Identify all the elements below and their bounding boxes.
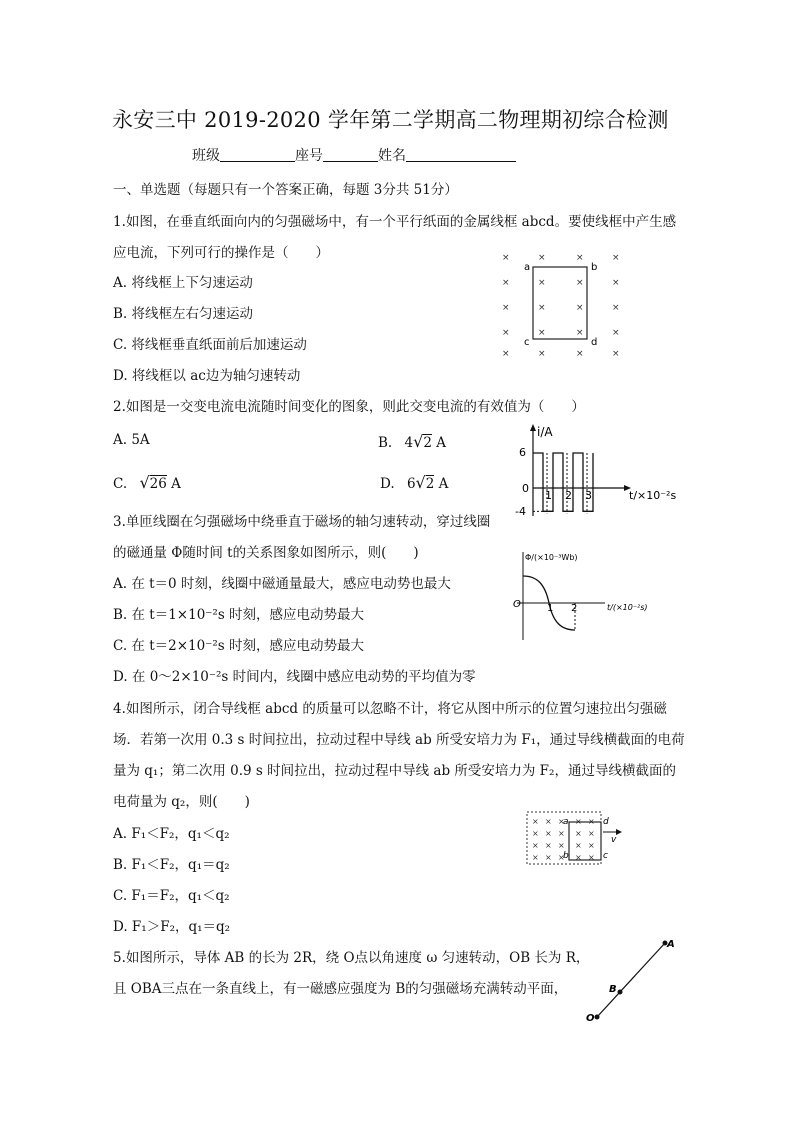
- q2-d-prefix: D.: [380, 476, 395, 492]
- q5-point-o: [595, 1015, 600, 1020]
- field-cross-icon: ×: [575, 829, 582, 838]
- field-cross-icon: ×: [575, 841, 582, 850]
- field-cross-icon: ×: [538, 349, 546, 359]
- field-cross-icon: ×: [588, 817, 595, 826]
- q3-ylabel: Φ/(×10⁻³Wb): [525, 553, 578, 562]
- q5-rod-figure: [585, 935, 685, 1025]
- field-cross-icon: ×: [558, 817, 565, 826]
- field-cross-icon: ×: [575, 817, 582, 826]
- q2-y-arrow-icon: [530, 424, 536, 431]
- q4-label-c: c: [603, 851, 608, 861]
- q2-b-radicand: 2: [423, 435, 432, 451]
- field-cross-icon: ×: [576, 253, 584, 263]
- q4-label-d: d: [603, 817, 609, 827]
- q5-label-b: B: [609, 984, 617, 995]
- q1-corner-d: d: [591, 337, 598, 348]
- q4-arrowhead-icon: [616, 829, 622, 835]
- field-cross-icon: ×: [576, 349, 584, 359]
- q5-rod: [597, 943, 665, 1017]
- q5-stem-line2: 且 OBA三点在一条直线上，有一磁感应强度为 B的匀强磁场充满转动平面，: [113, 981, 568, 997]
- field-cross-icon: ×: [538, 278, 546, 288]
- q3-tick-1: 1: [547, 603, 554, 614]
- q3-option-c: C. 在 t＝2×10⁻²s 时刻，感应电动势最大: [113, 638, 364, 654]
- q2-current-line: [533, 453, 593, 511]
- q1-option-c: C. 将线框垂直纸面前后加速运动: [113, 337, 307, 353]
- q2-d-unit: A: [438, 476, 449, 492]
- field-cross-icon: ×: [612, 278, 620, 288]
- q3-flux-figure: [505, 548, 665, 643]
- radical-icon: √: [139, 473, 150, 492]
- seat-field[interactable]: [323, 147, 378, 162]
- q4-label-b: b: [563, 851, 569, 861]
- q2-option-c: [113, 473, 181, 492]
- radical-icon: √: [413, 432, 424, 451]
- q1-corner-a: a: [524, 262, 531, 273]
- q2-d-radicand: 2: [425, 476, 435, 492]
- q3-option-b: B. 在 t＝1×10⁻²s 时刻，感应电动势最大: [113, 607, 365, 623]
- q4-figure: [525, 808, 635, 866]
- q3-xlabel: t/(×10⁻²s): [607, 603, 648, 612]
- q1-option-a: A. 将线框上下匀速运动: [113, 275, 253, 291]
- field-cross-icon: ×: [502, 253, 510, 263]
- q2-xtick-3: 3: [585, 489, 592, 502]
- class-label: 班级: [192, 148, 220, 164]
- q3-tick-2: 2: [571, 603, 578, 614]
- q5-stem-line1: 5.如图所示，导体 AB 的长为 2R，绕 O点以角速度 ω 匀速转动，OB 长为 R，: [113, 950, 590, 966]
- class-field[interactable]: [220, 147, 295, 162]
- field-cross-icon: ×: [576, 328, 584, 338]
- q4-option-d: D. F₁＞F₂，q₁＝q₂: [113, 919, 231, 935]
- field-cross-icon: ×: [502, 278, 510, 288]
- q2-b-coef: 4: [404, 435, 414, 451]
- field-cross-icon: ×: [538, 328, 546, 338]
- q4-label-v: v: [611, 835, 617, 845]
- q3-origin: O: [513, 599, 521, 610]
- field-cross-icon: ×: [612, 253, 620, 263]
- q2-c-radicand: 26: [149, 476, 167, 492]
- q4-label-a: a: [563, 817, 569, 827]
- field-cross-icon: ×: [545, 829, 552, 838]
- q1-option-b: B. 将线框左右匀速运动: [113, 306, 254, 322]
- q5-label-a: A: [667, 939, 675, 950]
- q3-option-d: D. 在 0～2×10⁻²s 时间内，线圈中感应电动势的平均值为零: [113, 669, 476, 685]
- q2-series: [533, 453, 593, 513]
- field-cross-icon: ×: [532, 829, 539, 838]
- q2-option-d: [380, 473, 448, 492]
- q1-figure: [495, 245, 630, 360]
- field-cross-icon: ×: [612, 349, 620, 359]
- seat-label: 座号: [295, 148, 323, 164]
- field-cross-icon: ×: [538, 303, 546, 313]
- q2-current-chart: [505, 420, 705, 520]
- field-cross-icon: ×: [588, 829, 595, 838]
- name-label: 姓名: [378, 148, 406, 164]
- q2-d-coef: 6: [406, 476, 416, 492]
- q1-corner-c: c: [524, 337, 530, 348]
- field-cross-icon: ×: [532, 853, 539, 862]
- field-cross-icon: ×: [575, 853, 582, 862]
- q2-c-prefix: C.: [113, 476, 128, 492]
- q4-stem-line2: 场．若第一次用 0.3 s 时间拉出，拉动过程中导线 ab 所受安培力为 F₁，通过导线横截面的电荷: [113, 732, 685, 748]
- field-cross-icon: ×: [532, 841, 539, 850]
- q2-option-a: A. 5A: [113, 432, 150, 448]
- field-cross-icon: ×: [576, 303, 584, 313]
- q4-option-a: A. F₁＜F₂，q₁＜q₂: [113, 826, 230, 842]
- field-cross-icon: ×: [502, 328, 510, 338]
- field-cross-icon: ×: [532, 817, 539, 826]
- section-heading: 一、单选题（每题只有一个答案正确，每题 3分共 51分）: [113, 182, 458, 198]
- q4-stem-line4: 电荷量为 q₂，则( ): [113, 794, 250, 810]
- field-cross-icon: ×: [545, 817, 552, 826]
- q2-xtick-1: 1: [545, 489, 552, 502]
- field-cross-icon: ×: [558, 829, 565, 838]
- q3-stem-line2: 的磁通量 Φ随时间 t的关系图象如图所示，则( ): [113, 545, 419, 561]
- field-cross-icon: ×: [558, 841, 565, 850]
- radical-icon: √: [415, 473, 426, 492]
- field-cross-icon: ×: [576, 278, 584, 288]
- q4-option-b: B. F₁＜F₂，q₁＝q₂: [113, 857, 230, 873]
- page-title: 永安三中 2019-2020 学年第二学期高二物理期初综合检测: [112, 108, 669, 132]
- q5-label-o: O: [586, 1013, 595, 1024]
- q4-stem-line1: 4.如图所示，闭合导线框 abcd 的质量可以忽略不计，将它从图中所示的位置匀速拉出匀强磁: [113, 701, 667, 717]
- q4-loop: [569, 822, 601, 860]
- q1-crosses: [502, 253, 620, 359]
- q2-stem: 2.如图是一交变电流电流随时间变化的图象，则此交变电流的有效值为（ ）: [113, 399, 585, 415]
- field-cross-icon: ×: [502, 349, 510, 359]
- q2-origin: 0: [522, 482, 529, 495]
- field-cross-icon: ×: [588, 853, 595, 862]
- field-cross-icon: ×: [545, 853, 552, 862]
- q5-point-b: [618, 990, 623, 995]
- q2-ytick-6: 6: [519, 446, 526, 459]
- field-cross-icon: ×: [558, 853, 565, 862]
- q2-b-prefix: B.: [378, 435, 393, 451]
- q2-xlabel: t/×10⁻²s: [629, 489, 677, 502]
- q2-c-unit: A: [171, 476, 181, 492]
- q1-corner-b: b: [591, 262, 598, 273]
- name-field[interactable]: [406, 147, 516, 162]
- q2-xtick-2: 2: [565, 489, 572, 502]
- q2-ytick-neg4: -4: [515, 505, 526, 518]
- field-cross-icon: ×: [588, 841, 595, 850]
- student-info: [192, 145, 516, 165]
- q1-option-d: D. 将线框以 ac边为轴匀速转动: [113, 368, 301, 384]
- q1-stem-line1: 1.如图，在垂直纸面向内的匀强磁场中，有一个平行纸面的金属线框 abcd。要使线框中产生感: [113, 214, 677, 230]
- q2-option-b: [378, 432, 446, 451]
- field-cross-icon: ×: [612, 328, 620, 338]
- q4-option-c: C. F₁＝F₂，q₁＜q₂: [113, 888, 230, 904]
- field-cross-icon: ×: [538, 253, 546, 263]
- q3-stem-line1: 3.单匝线圈在匀强磁场中绕垂直于磁场的轴匀速转动，穿过线圈: [113, 514, 491, 530]
- q4-stem-line3: 量为 q₁；第二次用 0.9 s 时间拉出，拉动过程中导线 ab 所受安培力为 F₂，通过导线横截面的: [113, 763, 676, 779]
- q1-stem-line2: 应电流，下列可行的操作是（ ）: [113, 245, 329, 261]
- field-cross-icon: ×: [612, 303, 620, 313]
- q2-ylabel: i/A: [537, 425, 553, 439]
- q3-option-a: A. 在 t＝0 时刻，线圈中磁通量最大，感应电动势也最大: [113, 576, 451, 592]
- q2-b-unit: A: [436, 435, 446, 451]
- field-cross-icon: ×: [545, 841, 552, 850]
- field-cross-icon: ×: [502, 303, 510, 313]
